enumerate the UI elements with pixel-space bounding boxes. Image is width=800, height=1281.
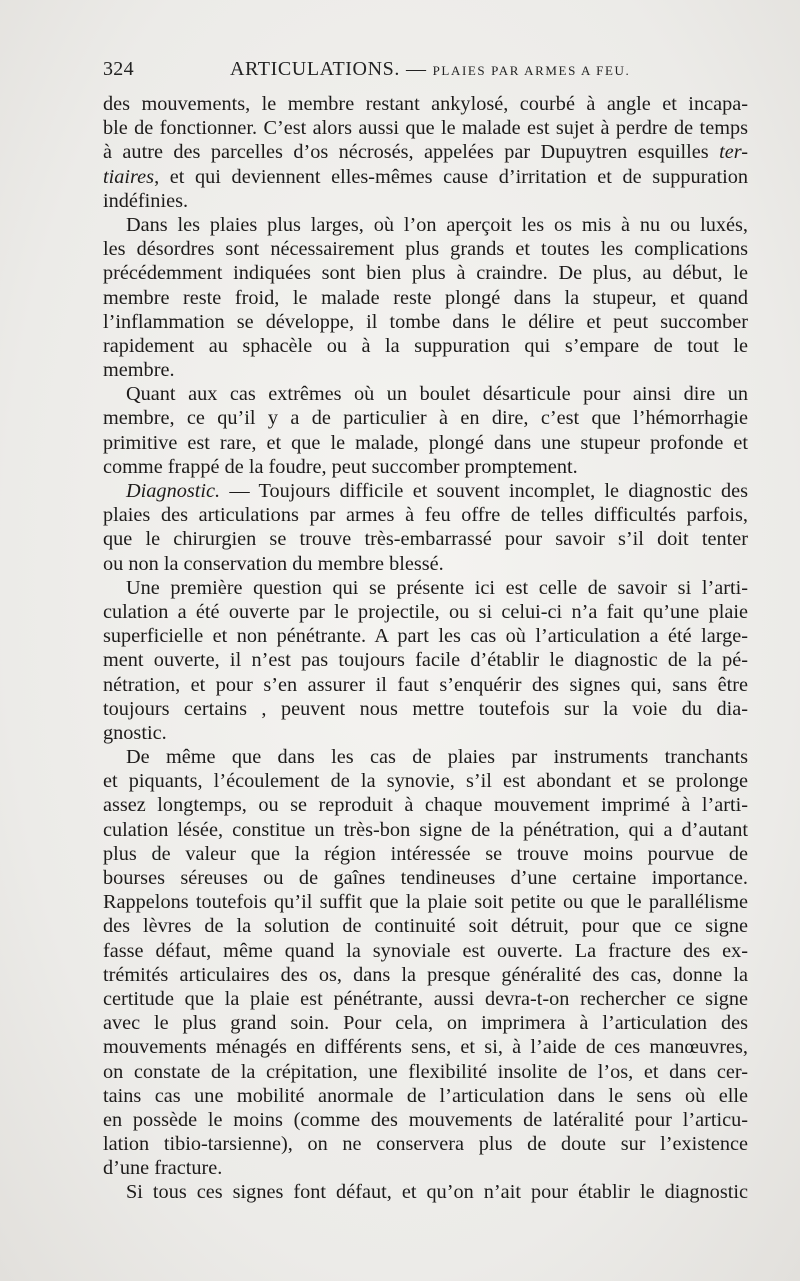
text-line xyxy=(103,793,748,817)
text-segment: trémités articulaires des os, dans la presque généralité des cas, donne la xyxy=(103,963,748,986)
text-line xyxy=(103,673,748,697)
running-head-subtitle: PLAIES PAR ARMES A FEU. xyxy=(432,63,631,78)
text-line xyxy=(103,769,748,793)
text-segment: assez longtemps, ou se reproduit à chaque mouvement imprimé à l’arti- xyxy=(103,794,748,817)
text-line xyxy=(103,213,748,237)
text-line xyxy=(103,165,748,189)
text-segment: Si tous ces signes font défaut, et qu’on n’ait pour établir le diagnostic xyxy=(126,1181,748,1204)
text-segment: nétration, et pour s’en assurer il faut s’enquérir des signes qui, sans être xyxy=(103,673,748,696)
text-line xyxy=(103,1084,748,1108)
italic-text: tiaires xyxy=(103,165,155,188)
text-segment: précédemment indiquées sont bien plus à craindre. De plus, au début, le xyxy=(103,262,748,285)
text-segment: toujours certains , peuvent nous mettre toutefois sur la voie du dia- xyxy=(103,697,748,720)
text-line xyxy=(103,286,748,310)
text-segment: primitive est rare, et que le malade, plongé dans une stupeur profonde et xyxy=(103,431,748,454)
page-number: 324 xyxy=(103,58,134,80)
text-line xyxy=(103,1011,748,1035)
text-line xyxy=(103,842,748,866)
text-line xyxy=(103,116,748,140)
text-segment: culation lésée, constitue un très-bon signe de la pénétration, qui a d’autant xyxy=(103,818,748,841)
body-text xyxy=(103,92,748,1205)
text-segment: superficielle et non pénétrante. A part les cas où l’articulation a été large- xyxy=(103,625,748,648)
text-segment: on constate de la crépitation, une flexibilité insolite de l’os, et dans cer- xyxy=(103,1060,748,1083)
text-line xyxy=(103,914,748,938)
text-line xyxy=(103,648,748,672)
text-segment: membre reste froid, le malade reste plongé dans la stupeur, et quand xyxy=(103,286,748,309)
text-segment: avec le plus grand soin. Pour cela, on imprimera à l’articulation des xyxy=(103,1012,748,1035)
running-head xyxy=(230,58,630,81)
text-segment: mouvements ménagés en différents sens, et si, à l’aide de ces manœuvres, xyxy=(103,1036,748,1059)
text-segment: l’inflammation se développe, il tombe dans le délire et peut succomber xyxy=(103,310,748,333)
text-line xyxy=(103,455,748,479)
text-segment: gnostic. xyxy=(103,721,167,744)
text-segment: ment ouverte, il n’est pas toujours facile d’établir le diagnostic de la pé- xyxy=(103,649,748,672)
text-segment: plus de valeur que la région intéressée se trouve moins pourvue de xyxy=(103,842,748,865)
running-head-dash: — xyxy=(405,58,427,80)
text-segment: membre, ce qu’il y a de particulier à en dire, c’est que l’hémorrhagie xyxy=(103,407,748,430)
text-segment: lation tibio-tarsienne), on ne conservera plus de doute sur l’existence xyxy=(103,1133,748,1156)
text-segment: ou non la conservation du membre blessé. xyxy=(103,552,444,575)
text-line xyxy=(103,552,748,576)
text-line xyxy=(103,890,748,914)
text-line xyxy=(103,334,748,358)
text-segment: en possède le moins (comme des mouvements de latéralité pour l’articu- xyxy=(103,1108,748,1131)
text-line xyxy=(103,358,748,382)
text-segment: tains cas une mobilité anormale de l’articulation dans le sens où elle xyxy=(103,1084,748,1107)
text-segment: des mouvements, le membre restant ankylosé, courbé à angle et incapa- xyxy=(103,93,748,115)
text-segment: plaies des articulations par armes à feu offre de telles difficultés parfois, xyxy=(103,504,748,527)
text-line xyxy=(103,721,748,745)
text-line xyxy=(103,818,748,842)
text-line xyxy=(103,479,748,503)
text-segment: des lèvres de la solution de continuité soit détruit, pour que ce signe xyxy=(103,915,748,938)
text-segment: comme frappé de la foudre, peut succomber promptement. xyxy=(103,455,578,478)
text-segment: et piquants, l’écoulement de la synovie, s’il est abondant et se prolonge xyxy=(103,770,748,793)
text-segment: culation a été ouverte par le projectile, ou si celui-ci n’a fait qu’une plaie xyxy=(103,600,748,623)
text-line xyxy=(103,527,748,551)
italic-text: Diagnostic. xyxy=(126,480,221,502)
text-line xyxy=(103,431,748,455)
text-line xyxy=(103,866,748,890)
text-line xyxy=(103,576,748,600)
text-line xyxy=(103,697,748,721)
text-line xyxy=(103,261,748,285)
text-segment: Rappelons toutefois qu’il suffit que la plaie soit petite ou que le parallélisme xyxy=(103,891,748,914)
text-line xyxy=(103,600,748,624)
text-line xyxy=(103,745,748,769)
italic-text: ter- xyxy=(719,141,748,164)
text-line xyxy=(103,406,748,430)
text-segment: à autre des parcelles d’os nécrosés, appelées par Dupuytren esquilles xyxy=(103,141,720,164)
text-segment: ble de fonctionner. C’est alors aussi que le malade est sujet à perdre de temps xyxy=(103,117,748,140)
text-segment: bourses séreuses ou de gaînes tendineuses d’une certaine importance. xyxy=(103,867,748,889)
page-header xyxy=(103,58,753,90)
text-segment: d’une fracture. xyxy=(103,1157,223,1180)
text-segment: indéfinies. xyxy=(103,189,189,212)
text-segment: Dans les plaies plus larges, où l’on aperçoit les os mis à nu ou luxés, xyxy=(126,213,748,236)
text-segment: membre. xyxy=(103,359,175,382)
text-line xyxy=(103,1035,748,1059)
text-line xyxy=(103,189,748,213)
text-line xyxy=(103,140,748,164)
text-line xyxy=(103,1132,748,1156)
text-line xyxy=(103,92,748,116)
text-line xyxy=(103,1060,748,1084)
text-line xyxy=(103,382,748,406)
text-segment: les désordres sont nécessairement plus grands et toutes les complications xyxy=(103,238,748,261)
text-line xyxy=(103,963,748,987)
text-line xyxy=(103,310,748,334)
text-segment: certitude que la plaie est pénétrante, aussi devra-t-on rechercher ce signe xyxy=(103,987,748,1010)
text-segment: rapidement au sphacèle ou à la suppuration qui s’empare de tout le xyxy=(103,334,748,357)
text-segment: Quant aux cas extrêmes où un boulet désarticule pour ainsi dire un xyxy=(126,383,748,406)
text-segment: fasse défaut, même quand la synoviale est ouverte. La fracture des ex- xyxy=(103,939,748,962)
text-segment: Une première question qui se présente ici est celle de savoir si l’arti- xyxy=(126,576,748,599)
text-line xyxy=(103,939,748,963)
running-head-title: ARTICULATIONS. xyxy=(230,58,400,80)
text-line xyxy=(103,624,748,648)
text-line xyxy=(103,1156,748,1180)
text-line xyxy=(103,237,748,261)
text-segment: que le chirurgien se trouve très-embarrassé pour savoir s’il doit tenter xyxy=(103,528,748,551)
text-line xyxy=(103,1108,748,1132)
text-segment: — Toujours difficile et souvent incomplet, le diagnostic des xyxy=(220,480,748,502)
text-segment: , et qui deviennent elles-mêmes cause d’irritation et de suppuration xyxy=(154,165,748,188)
text-segment: De même que dans les cas de plaies par instruments tranchants xyxy=(126,746,748,769)
text-line xyxy=(103,503,748,527)
text-line xyxy=(103,1180,748,1204)
text-line xyxy=(103,987,748,1011)
